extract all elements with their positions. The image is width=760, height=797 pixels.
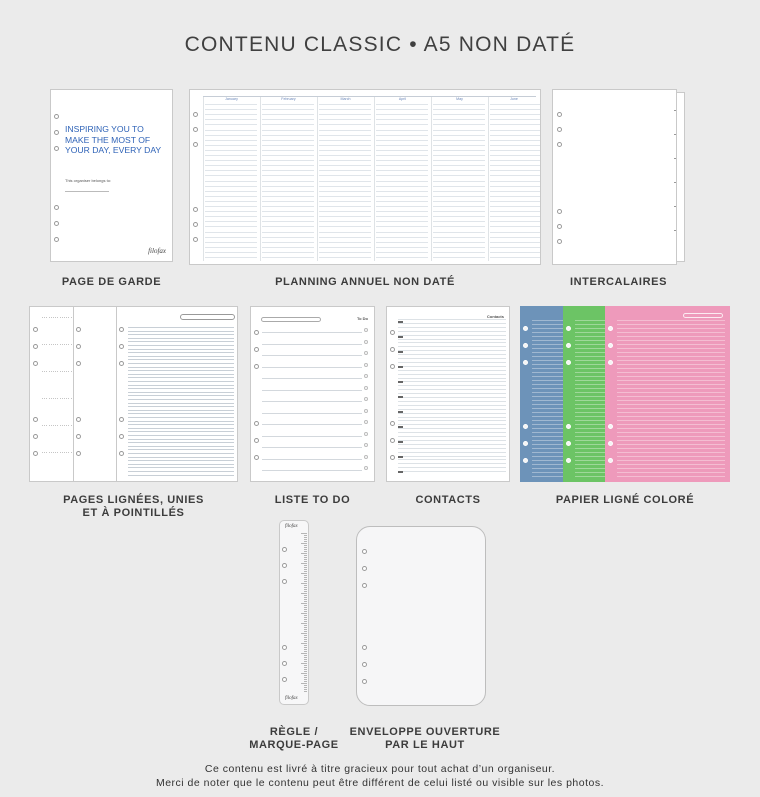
cover-page-image [50, 89, 173, 262]
label-regle-line2: MARQUE-PAGE [249, 739, 339, 751]
label-regle [234, 726, 354, 752]
label-liste-to-do: LISTE TO DO [274, 494, 351, 506]
label-pages-lignees [29, 494, 238, 520]
lined-plain-dotted-pages-image [29, 306, 238, 482]
todo-list-image [250, 306, 375, 482]
label-pages-lignees-line2: ET À POINTILLÉS [82, 507, 185, 519]
label-enveloppe-line1: ENVELOPPE OUVERTURE [349, 726, 501, 738]
annual-planner-image [189, 89, 541, 265]
planner-month: January [225, 97, 238, 101]
planner-month: June [510, 97, 518, 101]
planner-month: May [456, 97, 463, 101]
colored-paper-pink [605, 306, 730, 482]
cover-slogan: INSPIRING YOU TO MAKE THE MOST OF YOUR DAY, EVERY DAY [65, 124, 162, 155]
label-enveloppe [340, 726, 510, 752]
label-regle-line1: RÈGLE / [269, 726, 319, 738]
label-enveloppe-line2: PAR LE HAUT [385, 739, 465, 751]
label-papier-colore: PAPIER LIGNÉ COLORÉ [555, 494, 695, 506]
contacts-header: Contacts [486, 314, 504, 319]
label-page-de-garde: PAGE DE GARDE [61, 276, 162, 288]
ruler-brand-bottom: filofax [285, 696, 298, 701]
dividers-image [552, 89, 677, 265]
label-planning-annuel: PLANNING ANNUEL NON DATÉ [275, 276, 455, 288]
ruler-brand-top: filofax [285, 524, 298, 529]
cover-brand-logo: filofax [148, 247, 166, 255]
contacts-image [386, 306, 510, 482]
page-title: CONTENU CLASSIC • A5 NON DATÉ [184, 33, 576, 56]
footer-note [0, 762, 760, 790]
label-contacts: CONTACTS [415, 494, 481, 506]
cover-belongs-to: This organiser belongs to: [65, 178, 112, 183]
label-pages-lignees-line1: PAGES LIGNÉES, UNIES [63, 494, 204, 506]
planner-month: March [340, 97, 351, 101]
ruler-bookmark-image [279, 520, 309, 705]
planner-month: February [281, 97, 296, 101]
envelope-image [356, 526, 486, 706]
label-intercalaires: INTERCALAIRES [569, 276, 668, 288]
todo-header: To Do [356, 316, 368, 321]
divider-tabs [677, 92, 685, 262]
footer-line1: Ce contenu est livré à titre gracieux pour tout achat d’un organiseur. [204, 763, 556, 775]
footer-line2: Merci de noter que le contenu peut être différent de celui listé ou visible sur les photos. [155, 777, 605, 789]
planner-month: April [398, 97, 407, 101]
